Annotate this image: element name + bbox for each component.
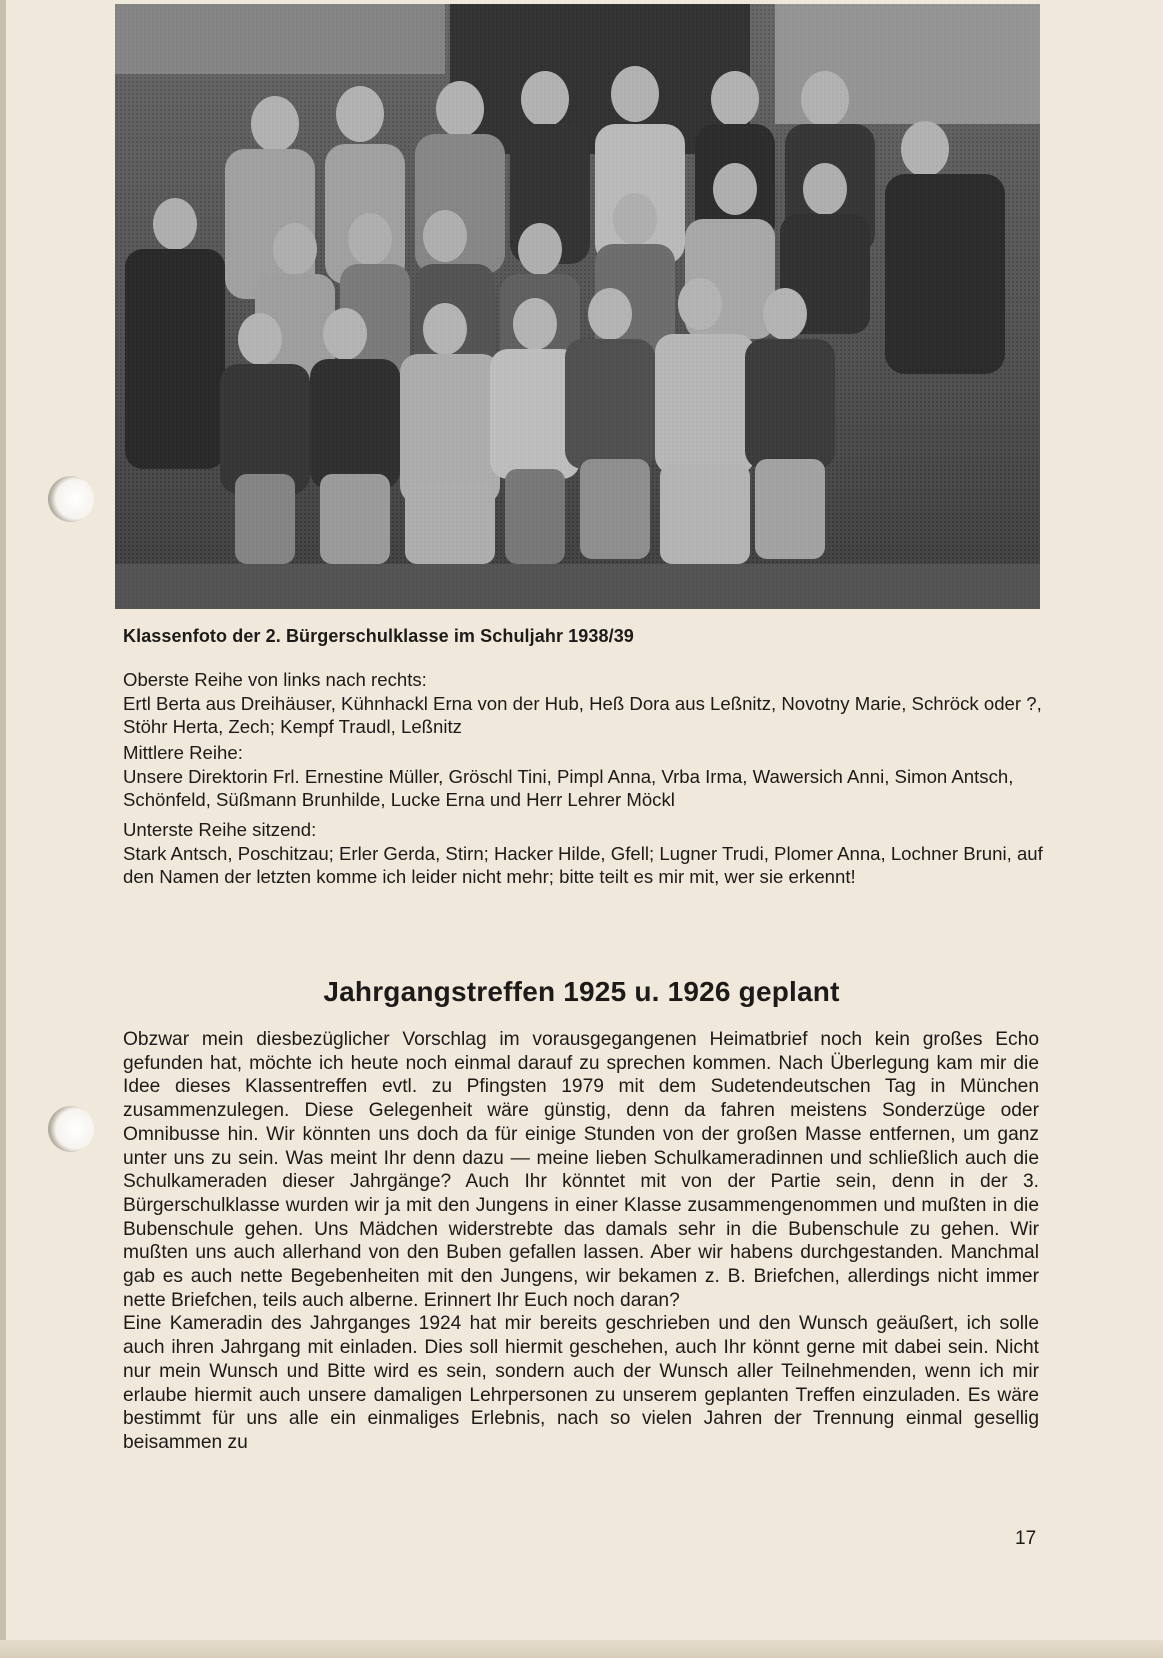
punch-hole-bottom bbox=[48, 1106, 94, 1152]
article-paragraph-1: Obzwar mein diesbezüglicher Vorschlag im vorausgegangenen Heimatbrief noch kein großes Echo gefunden hat, möchte ich heute noch einmal darauf zu sprechen kommen. Nach Überlegung kam mir die Idee dieses Klassentreffen evtl. zu Pfingsten 1979 mit dem Sudetendeutschen Tag in München zusammenzulegen. Diese Gelegenheit wäre günstig, denn da fahren meistens Sonderzüge oder Omnibusse hin. Wir könnten uns doch da für einige Stunden von der großen Masse entfernen, um ganz unter uns zu sein. Was meint Ihr denn dazu — meine lieben Schulkameradinnen und schließlich auch die Schulkameraden dieser Jahrgänge? Auch Ihr könntet mit von der Partie sein, denn in der 3. Bürgerschulklasse wurden wir ja mit den Jungens in einer Klasse zusammengenommen und mußten in die Bubenschule gehen. Uns Mädchen widerstrebte das damals sehr in die Bubenschule zu gehen. Wir mußten uns auch allerhand von den Buben gefallen lassen. Aber wir habens durchgestanden. Manchmal gab es auch nette Begebenheiten mit den Jungens, wir bekamen z. B. Briefchen, allerdings nicht immer nette Briefchen, teils auch alberne. Erinnert Ihr Euch noch daran? bbox=[123, 1029, 1039, 1311]
page-number: 17 bbox=[1015, 1528, 1037, 1549]
class-photo bbox=[115, 4, 1040, 609]
photo-caption-title: Klassenfoto der 2. Bürgerschulklasse im Schuljahr 1938/39 bbox=[123, 626, 634, 646]
class-photo-image bbox=[115, 4, 1040, 609]
caption-middle-row bbox=[123, 741, 1043, 812]
caption-middle-row-names: Unsere Direktorin Frl. Ernestine Müller, Gröschl Tini, Pimpl Anna, Vrba Irma, Wawersich Anni, Simon Antsch, Schönfeld, Süßmann Brunhilde, Lucke Erna und Herr Lehrer Möckl bbox=[123, 765, 1014, 810]
caption-top-row-label: Oberste Reihe von links nach rechts: bbox=[123, 669, 427, 690]
caption-top-row-names: Ertl Berta aus Dreihäuser, Kühnhackl Erna von der Hub, Heß Dora aus Leßnitz, Novotny Marie, Schröck oder ?, Stöhr Herta, Zech; Kempf Traudl, Leßnitz bbox=[123, 692, 1042, 737]
caption-bottom-row-label: Unterste Reihe sitzend: bbox=[123, 819, 317, 840]
page-left-edge bbox=[0, 0, 6, 1658]
page-bottom-edge bbox=[0, 1640, 1163, 1658]
caption-middle-row-label: Mittlere Reihe: bbox=[123, 742, 243, 763]
article-paragraph-2: Eine Kameradin des Jahrganges 1924 hat mir bereits geschrieben und den Wunsch geäußert, ich solle auch ihren Jahrgang mit einladen. Dies soll hiermit geschehen, auch Ihr könnt gerne mit dabei sein. Nicht nur mein Wunsch und Bitte wird es sein, sondern auch der Wunsch aller Teilnehmenden, wenn ich mir erlaube hiermit auch unsere damaligen Lehrpersonen zu unserem geplanten Treffen einzuladen. Es wäre bestimmt für uns alle ein einmaliges Erlebnis, nach so vielen Jahren der Trennung einmal gesellig beisammen zu bbox=[123, 1313, 1039, 1453]
caption-bottom-row bbox=[123, 818, 1043, 889]
caption-top-row bbox=[123, 668, 1043, 739]
article-body bbox=[123, 1028, 1039, 1455]
article-headline: Jahrgangstreffen 1925 u. 1926 geplant bbox=[323, 976, 840, 1007]
caption-bottom-row-names: Stark Antsch, Poschitzau; Erler Gerda, Stirn; Hacker Hilde, Gfell; Lugner Trudi, Plomer Anna, Lochner Bruni, auf den Namen der letzten komme ich leider nicht mehr; bitte teilt es mir mit, wer sie erkennt! bbox=[123, 842, 1043, 887]
punch-hole-top bbox=[48, 476, 94, 522]
